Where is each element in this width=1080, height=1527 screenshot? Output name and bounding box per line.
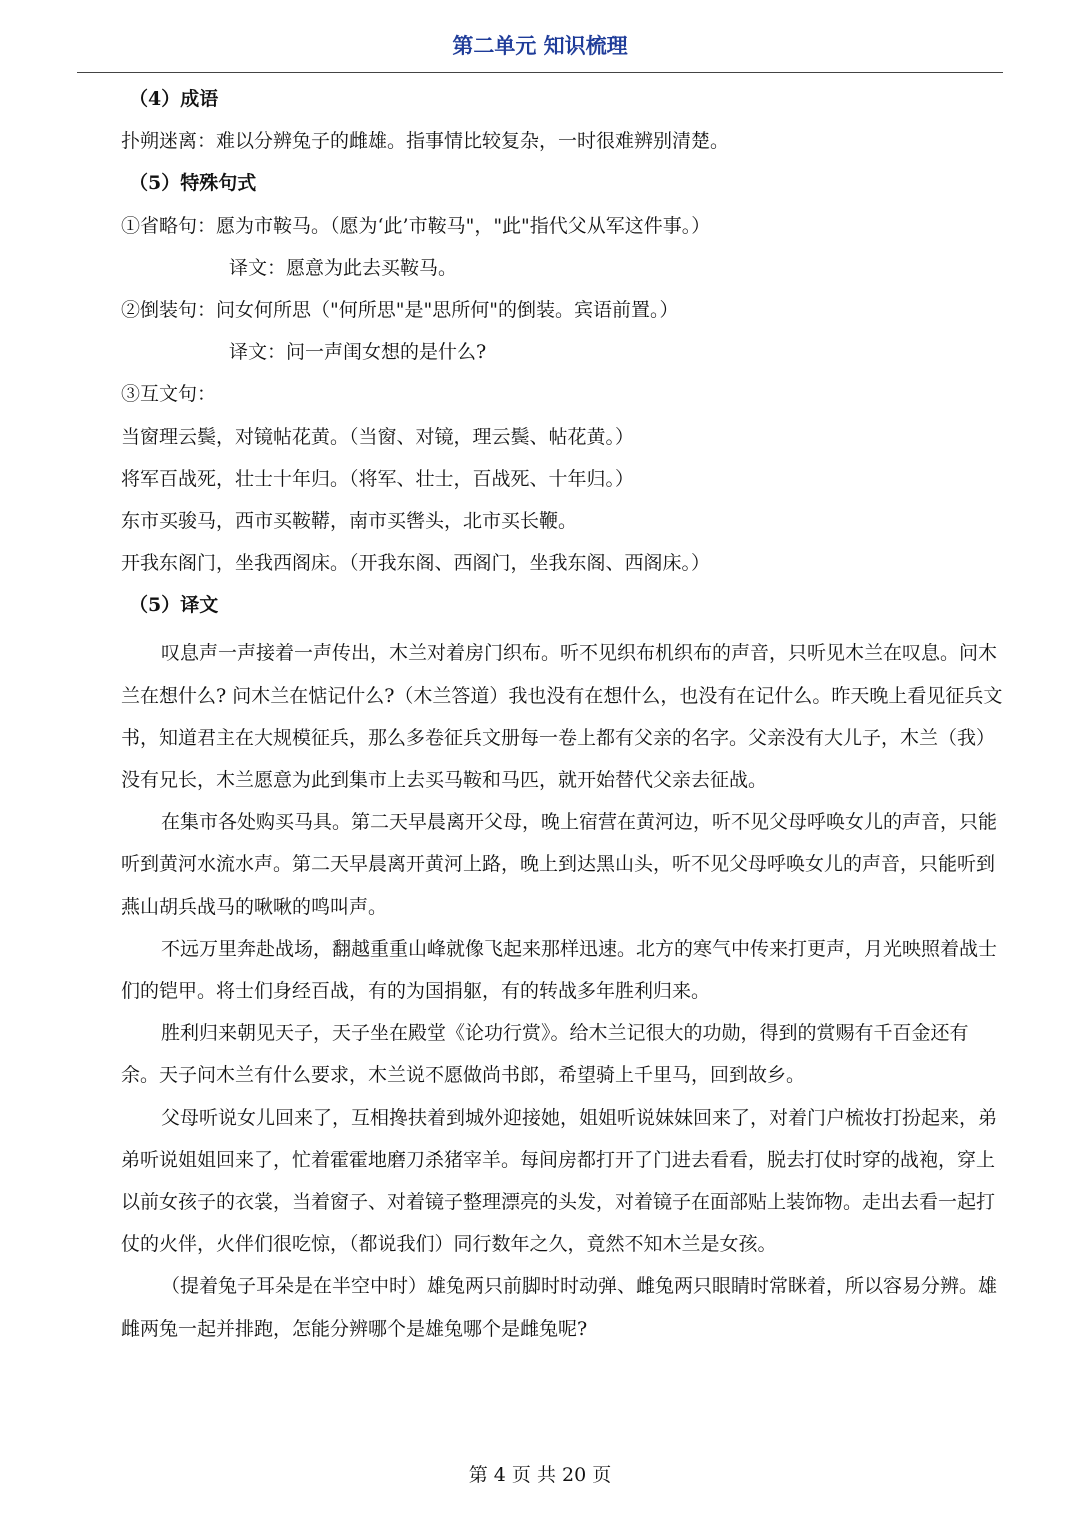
translation-paragraph: 叹息声一声接着一声传出，木兰对着房门织布。听不见织布机织布的声音，只听见木兰在叹息。问木兰在想什么? 问木兰在惦记什么?（木兰答道）我也没有在想什么，也没有在记什么。昨天晚上看见征兵文书，知道君主在大规模征兵，那么多卷征兵文册每一卷上都有父亲的名字。父亲没有大儿子，木兰（我）没有兄长，木兰愿意为此到集市上去买马鞍和马匹，就开始替代父亲去征战。 [121, 642, 1003, 792]
omission-sentence: ①省略句：愿为市鞍马。（愿为‘此’市鞍马"，"此"指代父从军这件事。） [121, 214, 711, 237]
translation-paragraph: 父母听说女儿回来了，互相搀扶着到城外迎接她，姐姐听说妹妹回来了，对着门户梳妆打扮起来，弟弟听说姐姐回来了，忙着霍霍地磨刀杀猪宰羊。每间房都打开了门进去看看，脱去打仗时穿的战袍，穿上以前女孩子的衣裳，当着窗子、对着镜子整理漂亮的头发，对着镜子在面部贴上装饰物。走出去看一起打仗的火伴，火伴们很吃惊，（都说我们）同行数年之久，竟然不知木兰是女孩。 [121, 1106, 998, 1256]
translation-heading: （5）译文 [129, 594, 219, 617]
omission-translation: 译文：愿意为此去买鞍马。 [229, 256, 458, 279]
translation-paragraph: （提着兔子耳朵是在半空中时）雄兔两只前脚时时动弹、雌兔两只眼睛时常眯着，所以容易分辨。雄雌两兔一起并排跑，怎能分辨哪个是雄兔哪个是雌兔呢? [121, 1275, 998, 1340]
idiom-heading: （4）成语 [129, 88, 219, 110]
special-sentence-heading: （5）特殊句式 [129, 172, 257, 195]
header-title: 第二单元 知识梳理 [452, 34, 628, 58]
intertext-line: 将军百战死，壮士十年归。（将军、壮士，百战死、十年归。） [121, 467, 635, 490]
translation-paragraph: 不远万里奔赴战场，翻越重重山峰就像飞起来那样迅速。北方的寒气中传来打更声，月光映照着战士们的铠甲。将士们身经百战，有的为国捐躯，有的转战多年胜利归来。 [121, 937, 998, 1003]
intertext-line: 当窗理云鬓，对镜帖花黄。（当窗、对镜，理云鬓、帖花黄。） [121, 425, 635, 448]
translation-paragraph: 在集市各处购买马具。第二天早晨离开父母，晚上宿营在黄河边，听不见父母呼唤女儿的声音，只能听到黄河水流水声。第二天早晨离开黄河上路，晚上到达黑山头，听不见父母呼唤女儿的声音，只能听到燕山胡兵战马的啾啾的鸣叫声。 [121, 811, 998, 918]
intertext-label: ③互文句： [121, 383, 217, 406]
inversion-translation: 译文：问一声闺女想的是什么? [229, 341, 487, 364]
page-content [121, 84, 1003, 1350]
page-number: 第 4 页 共 20 页 [468, 1464, 612, 1486]
idiom-text: 扑朔迷离：难以分辨兔子的雌雄。指事情比较复杂，一时很难辨别清楚。 [121, 130, 730, 153]
inversion-sentence: ②倒装句：问女何所思（"何所思"是"思所何"的倒装。宾语前置。） [121, 298, 679, 321]
intertext-line: 开我东阁门，坐我西阁床。（开我东阁、西阁门，坐我东阁、西阁床。） [121, 552, 711, 575]
translation-paragraph: 胜利归来朝见天子，天子坐在殿堂《论功行赏》。给木兰记很大的功勋，得到的赏赐有千百金还有余。天子问木兰有什么要求，木兰说不愿做尚书郎，希望骑上千里马，回到故乡。 [121, 1022, 969, 1087]
header-divider [77, 72, 1003, 73]
intertext-line: 东市买骏马，西市买鞍鞯，南市买辔头，北市买长鞭。 [121, 509, 578, 532]
